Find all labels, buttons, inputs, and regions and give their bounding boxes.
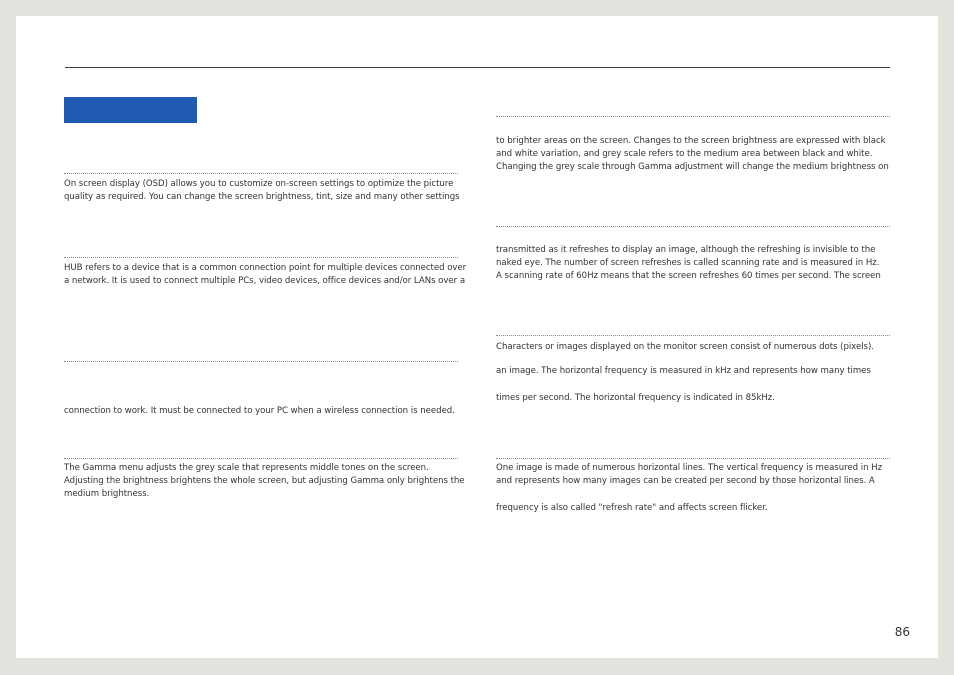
text-line: times per second. The horizontal frequency is indicated in 85kHz. xyxy=(496,393,775,403)
paragraph-osd xyxy=(64,178,460,204)
divider-scanning-rate xyxy=(496,226,890,227)
paragraph-wireless xyxy=(64,405,455,418)
text-line: naked eye. The number of screen refreshes is called scanning rate and is measured in Hz. xyxy=(496,258,880,268)
text-line: and white variation, and grey scale refers to the medium area between black and white. xyxy=(496,149,873,159)
page-number: 86 xyxy=(894,625,910,639)
text-line: a network. It is used to connect multiple PCs, video devices, office devices and/or LANs over a xyxy=(64,276,466,286)
paragraph-hub xyxy=(64,262,466,288)
paragraph-scanning-rate xyxy=(496,244,881,283)
paragraph-horizontal-frequency xyxy=(496,341,874,405)
text-line: HUB refers to a device that is a common connection point for multiple devices connected over xyxy=(64,263,467,273)
section-tab xyxy=(64,97,197,123)
text-line: The Gamma menu adjusts the grey scale that represents middle tones on the screen. xyxy=(64,463,429,473)
text-line: connection to work. It must be connected to your PC when a wireless connection is needed. xyxy=(64,406,455,416)
paragraph-vertical-frequency xyxy=(496,462,882,515)
divider-osd xyxy=(64,173,458,174)
text-line: Adjusting the brightness brightens the whole screen, but adjusting Gamma only brightens the xyxy=(64,476,465,486)
divider-vertical-frequency xyxy=(496,458,890,459)
text-line: frequency is also called "refresh rate" and affects screen flicker. xyxy=(496,503,768,513)
paragraph-gamma xyxy=(64,462,465,501)
divider-grey-scale xyxy=(496,116,890,117)
text-line: quality as required. You can change the screen brightness, tint, size and many other settings xyxy=(64,192,460,202)
header-rule xyxy=(65,67,890,68)
divider-horizontal-frequency xyxy=(496,335,890,336)
text-line: medium brightness. xyxy=(64,489,150,499)
text-line: Changing the grey scale through Gamma adjustment will change the medium brightness on xyxy=(496,162,889,172)
divider-gamma xyxy=(64,458,458,459)
divider-hub xyxy=(64,257,458,258)
text-line: A scanning rate of 60Hz means that the screen refreshes 60 times per second. The screen xyxy=(496,271,881,281)
text-line: transmitted as it refreshes to display an image, although the refreshing is invisible to the xyxy=(496,245,876,255)
text-line: and represents how many images can be created per second by those horizontal lines. A xyxy=(496,476,875,486)
text-line: to brighter areas on the screen. Changes to the screen brightness are expressed with black xyxy=(496,136,886,146)
text-line: One image is made of numerous horizontal lines. The vertical frequency is measured in Hz xyxy=(496,463,883,473)
text-line: On screen display (OSD) allows you to customize on-screen settings to optimize the picture xyxy=(64,179,454,189)
text-line: Characters or images displayed on the monitor screen consist of numerous dots (pixels). xyxy=(496,342,874,352)
text-line: an image. The horizontal frequency is measured in kHz and represents how many times xyxy=(496,366,871,376)
paragraph-grey-scale xyxy=(496,135,889,174)
divider-wireless xyxy=(64,361,458,362)
document-page xyxy=(16,16,938,658)
